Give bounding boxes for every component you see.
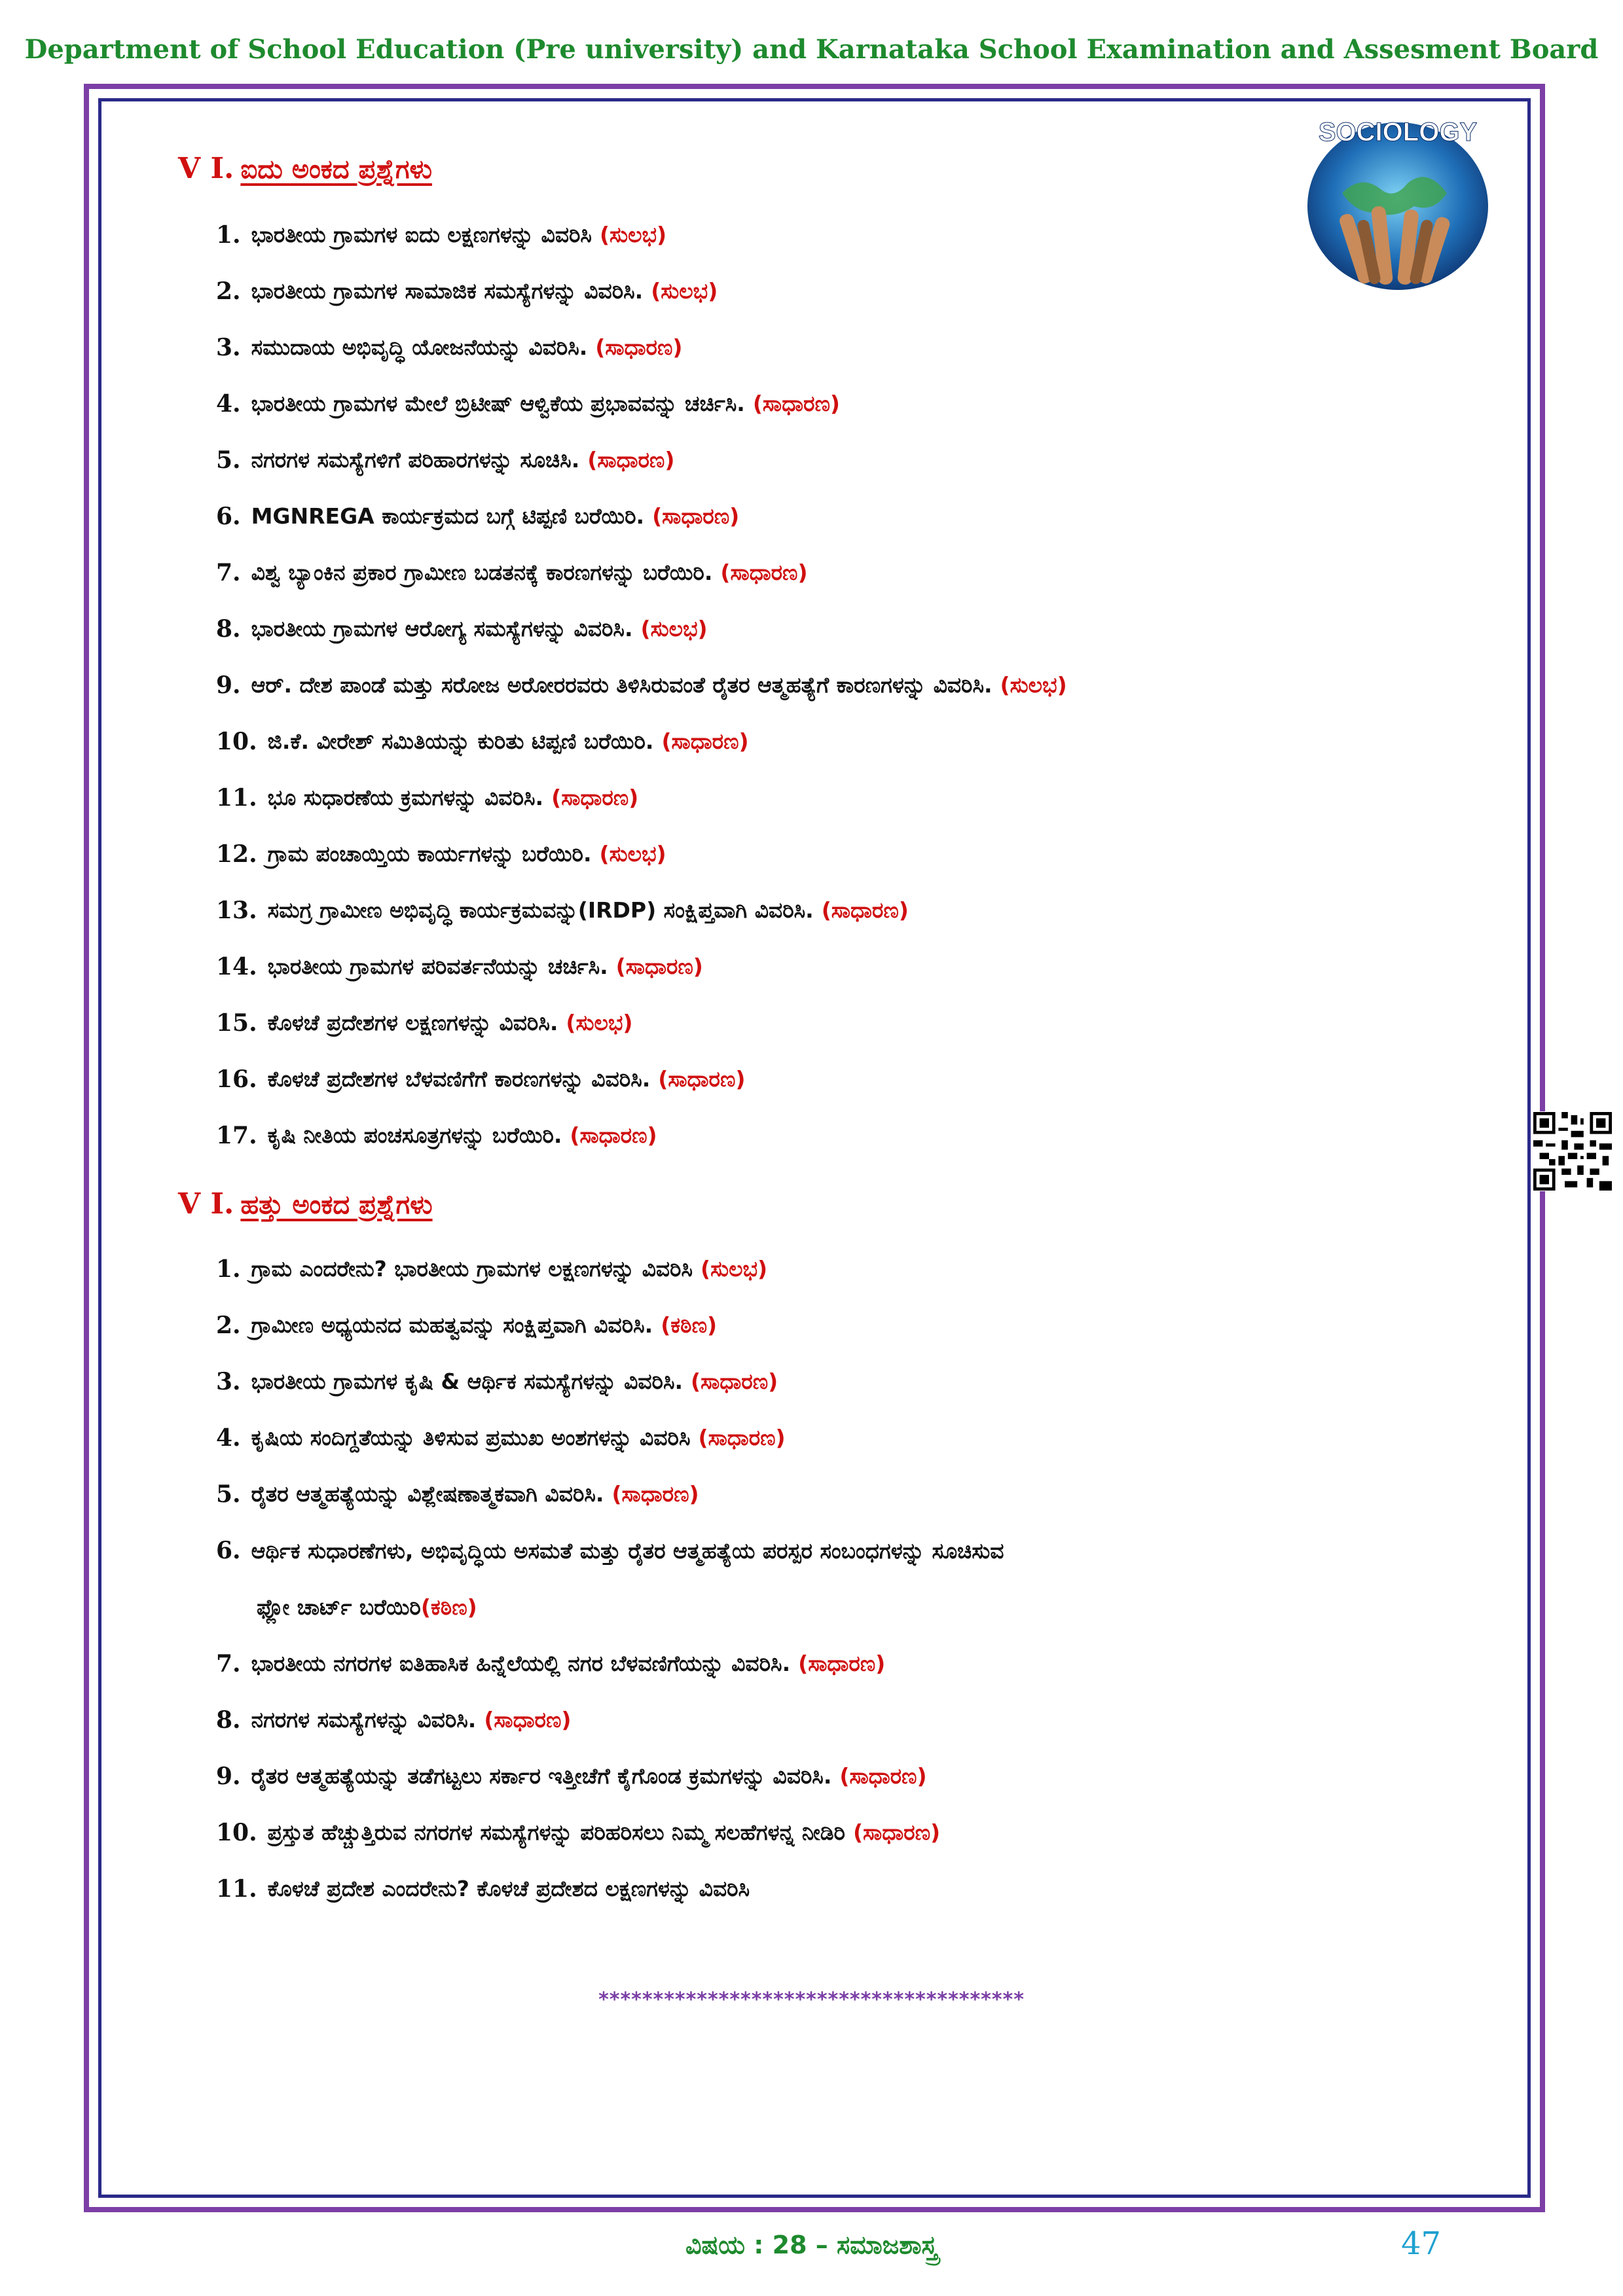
question-number: 3. [216, 334, 241, 361]
section-label: ಹತ್ತು ಅಂಕದ ಪ್ರಶ್ನೆಗಳು [240, 1190, 433, 1220]
question-item [216, 1804, 1499, 1861]
question-number: 5. [216, 1480, 241, 1508]
question-item [216, 1297, 1499, 1354]
question-text-continued [216, 1579, 1499, 1636]
question-item [216, 263, 1499, 319]
section-divider: *************************************** [598, 1988, 1025, 2011]
difficulty-label: (ಸಾಧಾರಣ) [611, 1481, 699, 1507]
question-number: 11. [216, 784, 257, 812]
question-number: 4. [216, 390, 241, 418]
question-item [216, 713, 1499, 770]
section-number: V I. [178, 1187, 234, 1221]
difficulty-label: (ಸಾಧಾರಣ) [720, 560, 808, 585]
question-item [216, 488, 1499, 545]
question-item [216, 1410, 1499, 1466]
question-text: ಕೊಳಚೆ ಪ್ರದೇಶ ಎಂದರೇನು? ಕೊಳಚೆ ಪ್ರದೇಶದ ಲಕ್ಷಣಗಳನ್ನು ವಿವರಿಸಿ [267, 1876, 750, 1901]
difficulty-label: (ಸುಲಭ) [599, 841, 666, 867]
question-number: 16. [216, 1066, 257, 1093]
question-number: 8. [216, 615, 241, 643]
question-number: 3. [216, 1368, 241, 1395]
question-number: 4. [216, 1424, 241, 1452]
question-number: 7. [216, 1650, 241, 1677]
question-item [216, 319, 1499, 376]
question-text: ಆರ್. ದೇಶ ಪಾಂಡೆ ಮತ್ತು ಸರೋಜ ಅರೋರರವರು ತಿಳಿಸಿರುವಂತೆ ರೈತರ ಆತ್ಮಹತ್ಯೆಗೆ ಕಾರಣಗಳನ್ನು ವಿವರಿಸಿ. [251, 672, 993, 698]
question-text: ಗ್ರಾಮ ಎಂದರೇನು? ಭಾರತೀಯ ಗ್ರಾಮಗಳ ಲಕ್ಷಣಗಳನ್ನು ವಿವರಿಸಿ [251, 1256, 693, 1282]
question-text: ಕೃಷಿ ನೀತಿಯ ಪಂಚಸೂತ್ರಗಳನ್ನು ಬರೆಯಿರಿ. [267, 1122, 562, 1148]
question-number: 2. [216, 278, 241, 305]
difficulty-label: (ಸುಲಭ) [599, 222, 667, 247]
question-item [216, 376, 1499, 432]
section-label: ಐದು ಅಂಕದ ಪ್ರಶ್ನೆಗಳು [240, 154, 432, 185]
question-item [216, 995, 1499, 1051]
question-number: 12. [216, 840, 257, 868]
question-item [216, 1748, 1499, 1804]
question-number: 10. [216, 1819, 257, 1846]
question-text: ಆರ್ಥಿಕ ಸುಧಾರಣೆಗಳು, ಅಭಿವೃದ್ಧಿಯ ಅಸಮತೆ ಮತ್ತು ರೈತರ ಆತ್ಮಹತ್ಯೆಯ ಪರಸ್ಪರ ಸಂಬಂಧಗಳನ್ನು ಸೂಚಿಸುವ [251, 1538, 1004, 1564]
question-item [216, 1636, 1499, 1692]
question-text: ಪ್ರಸ್ತುತ ಹೆಚ್ಚುತ್ತಿರುವ ನಗರಗಳ ಸಮಸ್ಯೆಗಳನ್ನು ಪರಿಹರಿಸಲು ನಿಮ್ಮ ಸಲಹೆಗಳನ್ನ ನೀಡಿರಿ [267, 1820, 845, 1845]
question-text: ಗ್ರಾಮ ಪಂಚಾಯ್ತಿಯ ಕಾರ್ಯಗಳನ್ನು ಬರೆಯಿರಿ. [267, 841, 592, 867]
question-item [216, 601, 1499, 657]
difficulty-label: (ಸಾಧಾರಣ) [595, 334, 683, 360]
section-five-marks-title [178, 152, 432, 185]
difficulty-label: (ಸುಲಭ) [566, 1010, 633, 1035]
question-text: ಕೊಳಚೆ ಪ್ರದೇಶಗಳ ಬೆಳವಣಿಗೆಗೆ ಕಾರಣಗಳನ್ನು ವಿವರಿಸಿ. [267, 1066, 651, 1092]
question-item [216, 1051, 1499, 1107]
question-item [216, 545, 1499, 601]
question-number: 8. [216, 1706, 241, 1734]
question-item [216, 432, 1499, 488]
difficulty-label: (ಸಾಧಾರಣ) [798, 1651, 886, 1676]
difficulty-label: (ಸಾಧಾರಣ) [587, 447, 675, 473]
logo-text: SOCIOLOGY [1318, 118, 1478, 147]
question-item [216, 770, 1499, 826]
question-text: ನಗರಗಳ ಸಮಸ್ಯೆಗಳನ್ನು ವಿವರಿಸಿ. [251, 1707, 477, 1732]
question-text: ಭಾರತೀಯ ಗ್ರಾಮಗಳ ಐದು ಲಕ್ಷಣಗಳನ್ನು ವಿವರಿಸಿ [251, 222, 592, 247]
difficulty-label: (ಸಾಧಾರಣ) [752, 391, 840, 416]
difficulty-label: (ಸಾಧಾರಣ) [570, 1122, 657, 1148]
question-item [216, 207, 1499, 263]
question-text: ಸಮುದಾಯ ಅಭಿವೃದ್ಧಿ ಯೋಜನೆಯನ್ನು ವಿವರಿಸಿ. [251, 334, 588, 360]
question-number: 10. [216, 728, 257, 755]
question-number: 6. [216, 503, 241, 530]
question-text: MGNREGA ಕಾರ್ಯಕ್ರಮದ ಬಗ್ಗೆ ಟಿಪ್ಪಣಿ ಬರೆಯಿರಿ. [251, 503, 645, 529]
question-text: ಗ್ರಾಮೀಣ ಅಧ್ಯಯನದ ಮಹತ್ವವನ್ನು ಸಂಕ್ಷಿಪ್ತವಾಗಿ ವಿವರಿಸಿ. [251, 1312, 653, 1338]
question-text: ಭಾರತೀಯ ಗ್ರಾಮಗಳ ಕೃಷಿ & ಆರ್ಥಿಕ ಸಮಸ್ಯೆಗಳನ್ನು ವಿವರಿಸಿ. [251, 1369, 684, 1394]
difficulty-label: (ಕಠಿಣ) [661, 1312, 718, 1338]
question-text: ಭಾರತೀಯ ಗ್ರಾಮಗಳ ಮೇಲೆ ಬ್ರಿಟೀಷ್ ಆಳ್ವಿಕೆಯ ಪ್ರಭಾವವನ್ನು ಚರ್ಚಿಸಿ. [251, 391, 745, 416]
difficulty-label: (ಸಾಧಾರಣ) [551, 785, 639, 810]
section-ten-marks-title [178, 1187, 433, 1221]
question-number: 9. [216, 672, 241, 699]
question-text: ಕೊಳಚೆ ಪ್ರದೇಶಗಳ ಲಕ್ಷಣಗಳನ್ನು ವಿವರಿಸಿ. [267, 1010, 558, 1035]
question-text: ಜಿ.ಕೆ. ವೀರೇಶ್ ಸಮಿತಿಯನ್ನು ಕುರಿತು ಟಿಪ್ಪಣಿ ಬರೆಯಿರಿ. [267, 728, 654, 754]
difficulty-label: (ಸಾಧಾರಣ) [698, 1425, 786, 1450]
difficulty-label: (ಸಾಧಾರಣ) [821, 897, 909, 923]
question-text: ಭಾರತೀಯ ಗ್ರಾಮಗಳ ಪರಿವರ್ತನೆಯನ್ನು ಚರ್ಚಿಸಿ. [267, 954, 608, 979]
question-item [216, 1354, 1499, 1410]
question-number: 17. [216, 1122, 257, 1149]
section-number: V I. [178, 152, 234, 185]
question-item [216, 1107, 1499, 1164]
question-text: ಭಾರತೀಯ ಗ್ರಾಮಗಳ ಸಾಮಾಜಿಕ ಸಮಸ್ಯೆಗಳನ್ನು ವಿವರಿಸಿ. [251, 278, 644, 304]
question-item [216, 826, 1499, 882]
difficulty-label: (ಸುಲಭ) [640, 616, 708, 641]
page-header: Department of School Education (Pre university) and Karnataka School Examination and Assesment Board [24, 34, 1599, 65]
ten-mark-question-list [216, 1241, 1499, 1917]
question-item [216, 882, 1499, 939]
question-item [216, 1466, 1499, 1522]
question-item [216, 939, 1499, 995]
qr-code-icon[interactable] [1533, 1111, 1612, 1191]
question-number: 1. [216, 1255, 241, 1283]
difficulty-label: (ಸಾಧಾರಣ) [661, 728, 749, 754]
question-item [216, 1522, 1499, 1636]
question-number: 2. [216, 1312, 241, 1339]
question-number: 1. [216, 221, 241, 249]
question-text: ಕೃಷಿಯ ಸಂದಿಗ್ದತೆಯನ್ನು ತಿಳಿಸುವ ಪ್ರಮುಖ ಅಂಶಗಳನ್ನು ವಿವರಿಸಿ [251, 1425, 691, 1450]
question-number: 13. [216, 897, 257, 924]
difficulty-label: (ಸುಲಭ) [1000, 672, 1067, 698]
question-text: ನಗರಗಳ ಸಮಸ್ಯೆಗಳಿಗೆ ಪರಿಹಾರಗಳನ್ನು ಸೂಚಿಸಿ. [251, 447, 580, 473]
question-item [216, 657, 1499, 713]
difficulty-label: (ಸಾಧಾರಣ) [615, 954, 703, 979]
difficulty-label: (ಸಾಧಾರಣ) [484, 1707, 572, 1732]
difficulty-label: (ಸಾಧಾರಣ) [652, 503, 740, 529]
question-number: 6. [216, 1537, 241, 1564]
difficulty-label: (ಸಾಧಾರಣ) [839, 1763, 927, 1789]
question-number: 15. [216, 1009, 257, 1037]
question-number: 14. [216, 953, 257, 980]
question-text: ಸಮಗ್ರ ಗ್ರಾಮೀಣ ಅಭಿವೃದ್ಧಿ ಕಾರ್ಯಕ್ರಮವನ್ನು(IRDP) ಸಂಕ್ಷಿಪ್ತವಾಗಿ ವಿವರಿಸಿ. [267, 897, 814, 923]
footer-subject: ವಿಷಯ : 28 – ಸಮಾಜಶಾಸ್ತ್ರ [685, 2231, 938, 2259]
question-text: ಭೂ ಸುಧಾರಣೆಯ ಕ್ರಮಗಳನ್ನು ವಿವರಿಸಿ. [267, 785, 544, 810]
question-text: ಭಾರತೀಯ ಗ್ರಾಮಗಳ ಆರೋಗ್ಯ ಸಮಸ್ಯೆಗಳನ್ನು ವಿವರಿಸಿ. [251, 616, 633, 641]
question-text: ವಿಶ್ವ ಬ್ಯಾಂಕಿನ ಪ್ರಕಾರ ಗ್ರಾಮೀಣ ಬಡತನಕ್ಕೆ ಕಾರಣಗಳನ್ನು ಬರೆಯಿರಿ. [251, 560, 713, 585]
difficulty-label: (ಸುಲಭ) [701, 1256, 768, 1282]
question-item [216, 1861, 1499, 1917]
question-text-line2: ಫ್ಲೋ ಚಾರ್ಟ್ ಬರೆಯಿರಿ [257, 1594, 421, 1620]
question-text: ಭಾರತೀಯ ನಗರಗಳ ಐತಿಹಾಸಿಕ ಹಿನ್ನೆಲೆಯಲ್ಲಿ ನಗರ ಬೆಳವಣಿಗೆಯನ್ನು ವಿವರಿಸಿ. [251, 1651, 791, 1676]
difficulty-label: (ಸಾಧಾರಣ) [658, 1066, 746, 1092]
difficulty-label: (ಸಾಧಾರಣ) [691, 1369, 778, 1394]
question-number: 5. [216, 446, 241, 474]
question-text: ರೈತರ ಆತ್ಮಹತ್ಯೆಯನ್ನು ತಡೆಗಟ್ಟಲು ಸರ್ಕಾರ ಇತ್ತೀಚೆಗೆ ಕೈಗೊಂಡ ಕ್ರಮಗಳನ್ನು ವಿವರಿಸಿ. [251, 1763, 832, 1789]
five-mark-question-list [216, 207, 1499, 1164]
difficulty-label: (ಸಾಧಾರಣ) [852, 1820, 941, 1845]
page-number: 47 [1401, 2225, 1442, 2262]
question-number: 7. [216, 559, 241, 586]
question-text: ರೈತರ ಆತ್ಮಹತ್ಯೆಯನ್ನು ವಿಶ್ಲೇಷಣಾತ್ಮಕವಾಗಿ ವಿವರಿಸಿ. [251, 1481, 604, 1507]
question-item [216, 1692, 1499, 1748]
question-number: 9. [216, 1763, 241, 1790]
difficulty-label: (ಕಠಿಣ) [420, 1594, 477, 1620]
question-number: 11. [216, 1875, 257, 1903]
question-item [216, 1241, 1499, 1297]
difficulty-label: (ಸುಲಭ) [651, 278, 718, 304]
